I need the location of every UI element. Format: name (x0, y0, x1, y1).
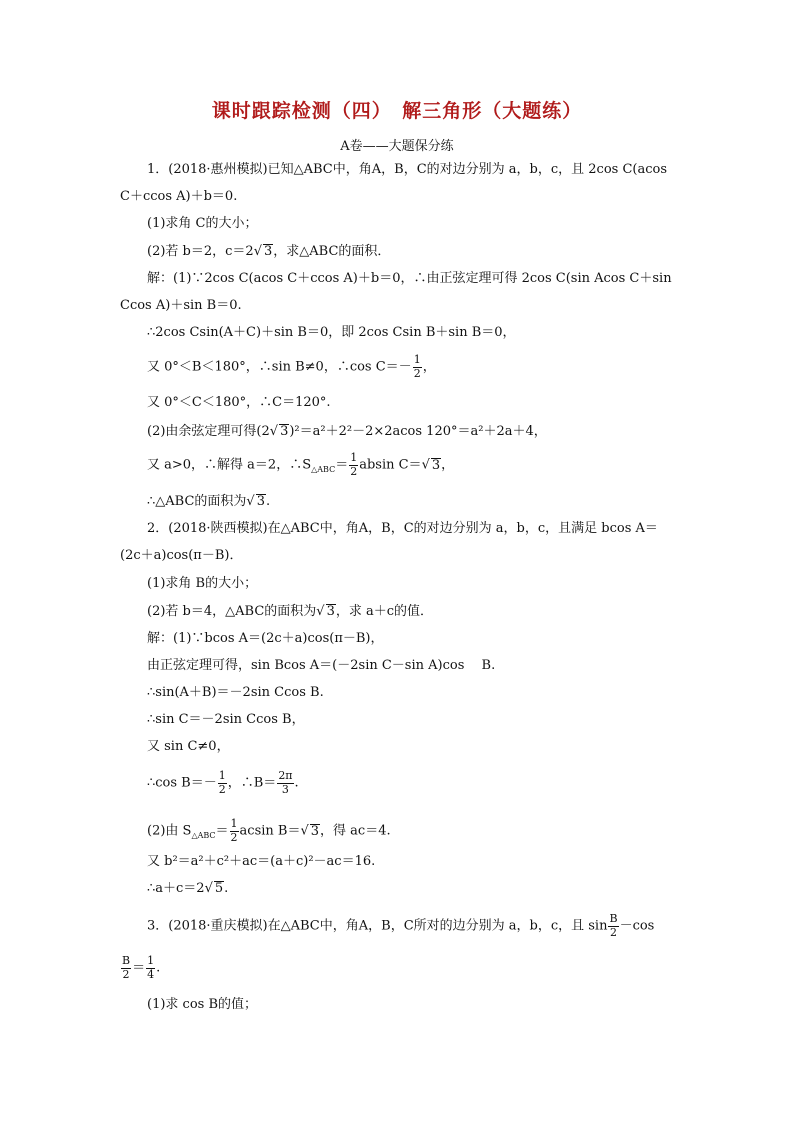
q2-solution-line1: 解：(1)∵bcos A＝(2c＋a)cos(π－B)， (147, 631, 384, 646)
fraction: $\frac{B}{2}$ (122, 954, 131, 981)
q2-part2: (2)若 b＝4，△ABC的面积为√ 3，求 a＋c的值． (147, 604, 434, 619)
fraction: $\frac{1}{2}$ (230, 817, 238, 844)
q2-stem-line2: (2c＋a)cos(π－B)． (120, 548, 243, 563)
q2-stem-line1: 2．(2018·陕西模拟)在△ABC中，角A，B，C的对边分别为 a，b，c，且满足 bcos A＝ (147, 521, 658, 536)
fraction: $\frac{1}{2}$ (413, 353, 421, 380)
q2-solution-line2: 由正弦定理可得，sin Bcos A＝(－2sin C－sin A)cos B. (147, 658, 496, 673)
section-subtitle: A卷——大题保分练 (340, 139, 454, 154)
fraction: $\frac{B}{2}$ (609, 912, 618, 939)
q2-solution-line3: ∴sin(A＋B)＝－2sin Ccos B. (147, 685, 324, 700)
q1-solution-line7: 又 a>0，∴解得 a＝2，$\therefore S_{\triangle ABC}=$ $\frac{1}{2}$ absin C＝√ 3， (147, 451, 455, 478)
q2-part1: (1)求角 B的大小； (147, 576, 258, 591)
page-title: 课时跟踪检测（四） 解三角形（大题练） (211, 100, 583, 122)
q1-solution-line1: 解：(1)∵2cos C(acos C＋ccos A)＋b＝0，∴由正弦定理可得 2cos C(sin Acos C＋sin (147, 271, 672, 286)
q2-solution-line7: (2)由 $S_{\triangle ABC}=$ $\frac{1}{2}$ acsin B＝√ 3，得 ac＝4. (147, 817, 391, 844)
q3-stem-line1: 3．(2018·重庆模拟)在△ABC中，角A，B，C所对的边分别为 a，b，c，且 sin $\frac{B}{2}$ －cos (147, 912, 655, 939)
q1-solution-line6: (2)由余弦定理可得(2√ 3)²＝a²＋2²－2×2acos 120°＝a²＋2a＋4， (147, 424, 547, 439)
q3-stem-line2: $\frac{B}{2}$ ＝ $\frac{1}{4}$ . (122, 954, 161, 981)
q2-solution-line6: ∴cos B＝－ $\frac{1}{2}$ ，∴B＝ $\frac{2\pi}{3}$ . (147, 769, 299, 796)
q2-solution-line5: 又 sin C≠0， (147, 739, 230, 754)
fraction: $\frac{1}{4}$ (147, 954, 155, 981)
q1-solution-line3: ∴2cos Csin(A＋C)＋sin B＝0，即 2cos Csin B＋sin B＝0， (147, 325, 516, 340)
q1-part2: (2)若 b＝2，c＝2√ 3，求△ABC的面积． (147, 244, 391, 259)
fraction: $\frac{1}{2}$ (218, 769, 226, 796)
q1-stem-line1: 1．(2018·惠州模拟)已知△ABC中，角A，B，C的对边分别为 a，b，c，且 2cos C(acos (147, 162, 667, 177)
q1-solution-line8: ∴△ABC的面积为√ 3. (147, 494, 271, 509)
q1-solution-line2: Ccos A)＋sin B＝0. (120, 298, 242, 313)
q2-solution-line8: 又 b²＝a²＋c²＋ac＝(a＋c)²－ac＝16. (147, 854, 376, 869)
q3-part1: (1)求 cos B的值； (147, 997, 258, 1012)
q1-solution-line5: 又 0°＜C＜180°，∴C＝120°. (147, 395, 331, 410)
q1-part1: (1)求角 C的大小； (147, 216, 258, 231)
fraction: $\frac{1}{2}$ (350, 451, 358, 478)
q2-solution-line4: ∴sin C＝－2sin Ccos B， (147, 712, 305, 727)
fraction: $\frac{2\pi}{3}$ (278, 769, 293, 796)
q1-stem-line2: C＋ccos A)＋b＝0. (120, 189, 238, 204)
q1-solution-line4: 又 0°＜B＜180°，∴sin B≠0，∴cos C＝－ $\frac{1}{2}$ ， (147, 353, 436, 380)
q2-solution-line9: ∴a＋c＝2√ 5. (147, 881, 229, 896)
